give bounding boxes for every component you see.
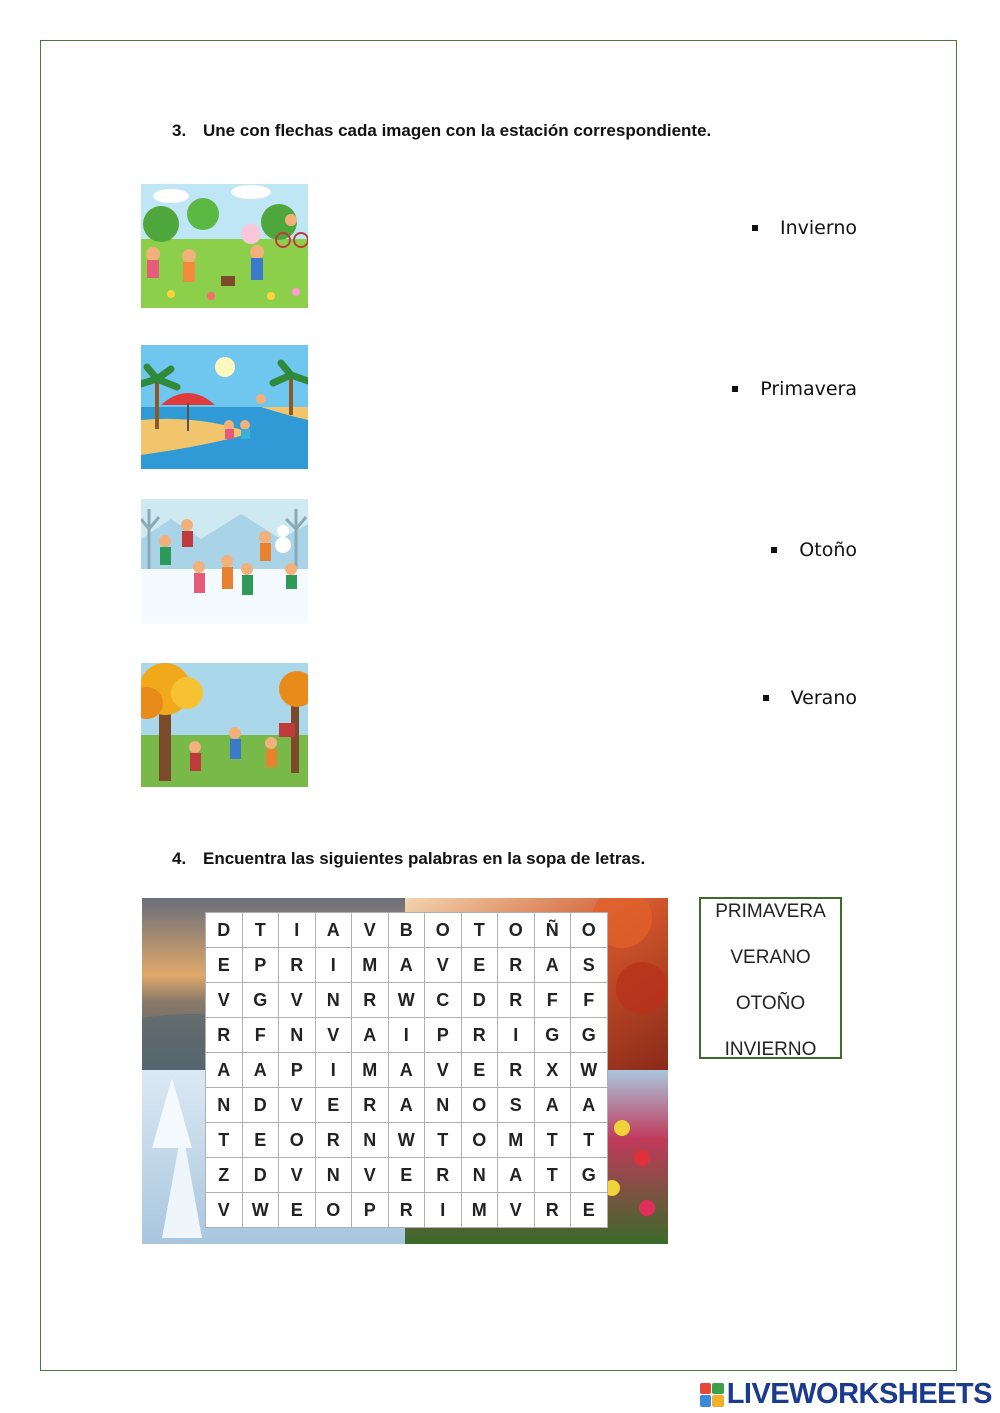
liveworksheets-logo	[700, 1378, 992, 1411]
question-4	[172, 849, 645, 869]
grid-cell[interactable]: V	[206, 1193, 243, 1228]
grid-cell[interactable]: I	[279, 913, 316, 948]
option-verano[interactable]	[763, 687, 857, 709]
bullet-icon	[763, 695, 769, 701]
word-invierno: INVIERNO	[724, 1039, 817, 1060]
grid-cell[interactable]: W	[388, 1123, 425, 1158]
grid-cell[interactable]: N	[352, 1123, 389, 1158]
word-search-grid	[205, 912, 608, 1228]
grid-cell[interactable]: V	[279, 983, 316, 1018]
grid-cell[interactable]: O	[315, 1193, 352, 1228]
grid-cell[interactable]: R	[498, 983, 535, 1018]
grid-cell[interactable]: E	[461, 1053, 498, 1088]
grid-cell[interactable]: V	[352, 913, 389, 948]
grid-cell[interactable]: W	[242, 1193, 279, 1228]
grid-cell[interactable]: R	[352, 1088, 389, 1123]
grid-cell[interactable]: T	[571, 1123, 608, 1158]
grid-cell[interactable]: T	[242, 913, 279, 948]
option-invierno[interactable]	[752, 217, 857, 239]
grid-cell[interactable]: D	[242, 1158, 279, 1193]
grid-cell[interactable]: O	[498, 913, 535, 948]
grid-cell[interactable]: F	[571, 983, 608, 1018]
grid-cell[interactable]: P	[279, 1053, 316, 1088]
grid-cell[interactable]: N	[279, 1018, 316, 1053]
grid-cell[interactable]: V	[279, 1158, 316, 1193]
grid-row	[206, 1088, 608, 1123]
grid-cell[interactable]: D	[242, 1088, 279, 1123]
grid-cell[interactable]: V	[498, 1193, 535, 1228]
grid-cell[interactable]: W	[571, 1053, 608, 1088]
grid-cell[interactable]: P	[425, 1018, 462, 1053]
grid-cell[interactable]: P	[352, 1193, 389, 1228]
grid-cell[interactable]: T	[534, 1158, 571, 1193]
grid-cell[interactable]: G	[571, 1018, 608, 1053]
grid-cell[interactable]: D	[461, 983, 498, 1018]
grid-row	[206, 1123, 608, 1158]
grid-cell[interactable]: R	[498, 1053, 535, 1088]
grid-cell[interactable]: X	[534, 1053, 571, 1088]
grid-cell[interactable]: A	[498, 1158, 535, 1193]
grid-cell[interactable]: R	[352, 983, 389, 1018]
grid-cell[interactable]: I	[315, 948, 352, 983]
grid-cell[interactable]: O	[425, 913, 462, 948]
grid-row	[206, 948, 608, 983]
question-3	[172, 121, 711, 141]
word-otono: OTOÑO	[735, 993, 806, 1014]
question-3-text: Une con flechas cada imagen con la estación correspondiente.	[203, 121, 712, 140]
grid-cell[interactable]: B	[388, 913, 425, 948]
grid-cell[interactable]: G	[534, 1018, 571, 1053]
grid-cell[interactable]: R	[461, 1018, 498, 1053]
grid-cell[interactable]: M	[461, 1193, 498, 1228]
grid-cell[interactable]: V	[425, 1053, 462, 1088]
grid-cell[interactable]: R	[388, 1193, 425, 1228]
grid-cell[interactable]: R	[498, 948, 535, 983]
grid-cell[interactable]: A	[388, 948, 425, 983]
grid-cell[interactable]: A	[388, 1053, 425, 1088]
grid-cell[interactable]: A	[534, 1088, 571, 1123]
grid-cell[interactable]: F	[534, 983, 571, 1018]
word-list-box	[699, 897, 842, 1059]
grid-cell[interactable]: E	[279, 1193, 316, 1228]
bullet-icon	[732, 386, 738, 392]
grid-cell[interactable]: T	[425, 1123, 462, 1158]
grid-cell[interactable]: V	[425, 948, 462, 983]
option-label: Invierno	[779, 217, 857, 239]
grid-cell[interactable]: P	[242, 948, 279, 983]
grid-cell[interactable]: A	[315, 913, 352, 948]
question-3-number: 3.	[172, 121, 187, 140]
grid-cell[interactable]: M	[352, 1053, 389, 1088]
option-primavera[interactable]	[732, 378, 857, 400]
grid-cell[interactable]: W	[388, 983, 425, 1018]
bullet-icon	[752, 225, 758, 231]
grid-row	[206, 1158, 608, 1193]
grid-cell[interactable]: A	[352, 1018, 389, 1053]
grid-cell[interactable]: N	[206, 1088, 243, 1123]
spring-kids-park-image	[141, 184, 308, 308]
grid-cell[interactable]: G	[242, 983, 279, 1018]
grid-cell[interactable]: R	[534, 1193, 571, 1228]
grid-cell[interactable]: R	[425, 1158, 462, 1193]
grid-cell[interactable]: V	[279, 1088, 316, 1123]
grid-cell[interactable]: E	[571, 1193, 608, 1228]
grid-cell[interactable]: E	[315, 1088, 352, 1123]
option-label: Verano	[790, 687, 857, 709]
option-label: Otoño	[799, 539, 857, 561]
grid-cell[interactable]: T	[206, 1123, 243, 1158]
grid-cell[interactable]: I	[498, 1018, 535, 1053]
grid-cell[interactable]: N	[425, 1088, 462, 1123]
grid-cell[interactable]: N	[315, 983, 352, 1018]
brand-text: LIVEWORKSHEETS	[726, 1378, 992, 1410]
grid-cell[interactable]: M	[352, 948, 389, 983]
grid-cell[interactable]: I	[315, 1053, 352, 1088]
grid-cell[interactable]: O	[571, 913, 608, 948]
grid-row	[206, 1018, 608, 1053]
grid-cell[interactable]: V	[206, 983, 243, 1018]
liveworksheets-logo-icon	[700, 1383, 724, 1407]
grid-row	[206, 983, 608, 1018]
question-4-text: Encuentra las siguientes palabras en la sopa de letras.	[203, 849, 646, 868]
grid-cell[interactable]: I	[388, 1018, 425, 1053]
grid-cell[interactable]: E	[242, 1123, 279, 1158]
grid-cell[interactable]: V	[352, 1158, 389, 1193]
grid-cell[interactable]: R	[315, 1123, 352, 1158]
grid-cell[interactable]: Z	[206, 1158, 243, 1193]
grid-cell[interactable]: O	[461, 1088, 498, 1123]
grid-cell[interactable]: N	[461, 1158, 498, 1193]
grid-cell[interactable]: A	[571, 1088, 608, 1123]
grid-cell[interactable]: T	[534, 1123, 571, 1158]
grid-cell[interactable]: A	[388, 1088, 425, 1123]
winter-snow-kids-image	[141, 499, 308, 623]
grid-cell[interactable]: G	[571, 1158, 608, 1193]
option-otono[interactable]	[771, 539, 857, 561]
grid-cell[interactable]: A	[534, 948, 571, 983]
grid-cell[interactable]: O	[279, 1123, 316, 1158]
grid-row	[206, 1053, 608, 1088]
bullet-icon	[771, 547, 777, 553]
question-4-number: 4.	[172, 849, 187, 868]
grid-cell[interactable]: C	[425, 983, 462, 1018]
grid-cell[interactable]: S	[498, 1088, 535, 1123]
option-label: Primavera	[760, 378, 857, 400]
grid-cell[interactable]: E	[388, 1158, 425, 1193]
grid-cell[interactable]: I	[425, 1193, 462, 1228]
grid-cell[interactable]: S	[571, 948, 608, 983]
grid-cell[interactable]: R	[206, 1018, 243, 1053]
grid-cell[interactable]: N	[315, 1158, 352, 1193]
grid-cell[interactable]: Ñ	[534, 913, 571, 948]
grid-cell[interactable]: A	[206, 1053, 243, 1088]
grid-cell[interactable]: D	[206, 913, 243, 948]
grid-row	[206, 1193, 608, 1228]
word-primavera: PRIMAVERA	[715, 901, 826, 922]
grid-cell[interactable]: E	[461, 948, 498, 983]
grid-cell[interactable]: F	[242, 1018, 279, 1053]
summer-beach-image	[141, 345, 308, 469]
word-verano: VERANO	[730, 947, 811, 968]
grid-row	[206, 913, 608, 948]
grid-cell[interactable]: A	[242, 1053, 279, 1088]
grid-cell[interactable]: O	[461, 1123, 498, 1158]
autumn-trees-kids-image	[141, 663, 308, 787]
grid-cell[interactable]: V	[315, 1018, 352, 1053]
grid-cell[interactable]: T	[461, 913, 498, 948]
grid-cell[interactable]: E	[206, 948, 243, 983]
grid-cell[interactable]: R	[279, 948, 316, 983]
grid-cell[interactable]: M	[498, 1123, 535, 1158]
